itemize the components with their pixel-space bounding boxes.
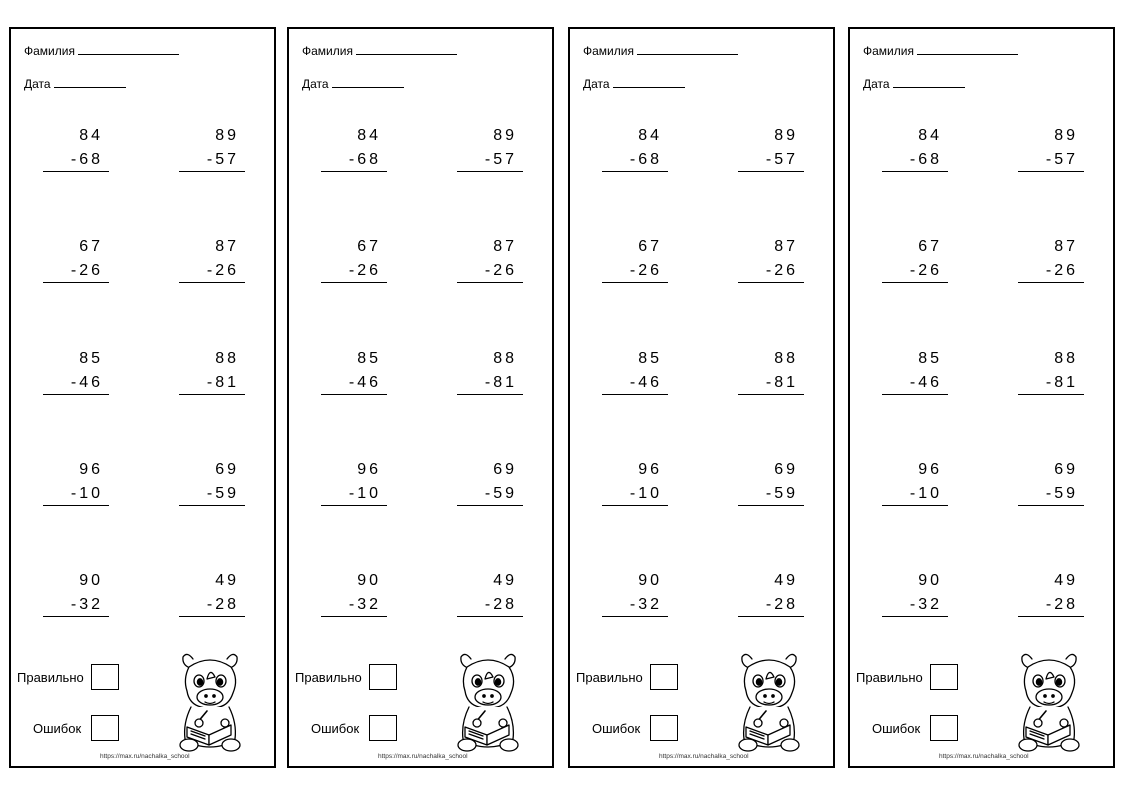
subtrahend: -68 bbox=[348, 151, 381, 168]
date-field bbox=[863, 76, 965, 91]
answer-line[interactable] bbox=[457, 282, 523, 283]
worksheet-card bbox=[287, 27, 554, 768]
correct-count-box[interactable] bbox=[369, 664, 397, 690]
minuend: 90 bbox=[638, 572, 662, 589]
subtrahend: -28 bbox=[206, 596, 239, 613]
minuend: 69 bbox=[493, 461, 517, 478]
errors-label: Ошибок bbox=[33, 721, 82, 736]
subtrahend: -10 bbox=[70, 485, 103, 502]
minuend: 88 bbox=[774, 350, 798, 367]
minuend: 87 bbox=[493, 238, 517, 255]
subtrahend: -26 bbox=[206, 262, 239, 279]
errors-label: Ошибок bbox=[872, 721, 921, 736]
answer-line[interactable] bbox=[457, 616, 523, 617]
answer-line[interactable] bbox=[179, 282, 245, 283]
subtrahend: -10 bbox=[909, 485, 942, 502]
date-label: Дата bbox=[24, 77, 51, 91]
minuend: 87 bbox=[1054, 238, 1078, 255]
subtrahend: -81 bbox=[765, 374, 798, 391]
answer-line[interactable] bbox=[43, 616, 109, 617]
answer-line[interactable] bbox=[738, 616, 804, 617]
answer-line[interactable] bbox=[738, 394, 804, 395]
subtrahend: -26 bbox=[348, 262, 381, 279]
minuend: 84 bbox=[638, 127, 662, 144]
minuend: 85 bbox=[357, 350, 381, 367]
footer-url: https://max.ru/nachalka_school bbox=[659, 753, 749, 760]
date-label: Дата bbox=[583, 77, 610, 91]
subtrahend: -28 bbox=[765, 596, 798, 613]
surname-field bbox=[24, 43, 179, 58]
minuend: 89 bbox=[774, 127, 798, 144]
minuend: 69 bbox=[774, 461, 798, 478]
correct-label: Правильно bbox=[17, 670, 84, 685]
subtrahend: -26 bbox=[1045, 262, 1078, 279]
minuend: 89 bbox=[493, 127, 517, 144]
answer-line[interactable] bbox=[457, 171, 523, 172]
subtrahend: -81 bbox=[1045, 374, 1078, 391]
subtrahend: -10 bbox=[348, 485, 381, 502]
minuend: 67 bbox=[79, 238, 103, 255]
surname-blank[interactable] bbox=[356, 43, 457, 55]
subtrahend: -81 bbox=[484, 374, 517, 391]
subtrahend: -68 bbox=[70, 151, 103, 168]
answer-line[interactable] bbox=[882, 394, 948, 395]
rhino-reading-book-icon bbox=[451, 649, 525, 753]
correct-label: Правильно bbox=[576, 670, 643, 685]
answer-line[interactable] bbox=[179, 505, 245, 506]
answer-line[interactable] bbox=[882, 505, 948, 506]
subtrahend: -59 bbox=[1045, 485, 1078, 502]
correct-label: Правильно bbox=[856, 670, 923, 685]
date-field bbox=[24, 76, 126, 91]
footer-url: https://max.ru/nachalka_school bbox=[939, 753, 1029, 760]
minuend: 90 bbox=[918, 572, 942, 589]
subtrahend: -57 bbox=[206, 151, 239, 168]
minuend: 96 bbox=[357, 461, 381, 478]
subtrahend: -32 bbox=[70, 596, 103, 613]
minuend: 67 bbox=[357, 238, 381, 255]
answer-line[interactable] bbox=[738, 505, 804, 506]
answer-line[interactable] bbox=[1018, 171, 1084, 172]
minuend: 88 bbox=[493, 350, 517, 367]
answer-line[interactable] bbox=[882, 282, 948, 283]
minuend: 89 bbox=[215, 127, 239, 144]
answer-line[interactable] bbox=[43, 505, 109, 506]
answer-line[interactable] bbox=[321, 171, 387, 172]
minuend: 85 bbox=[79, 350, 103, 367]
subtrahend: -57 bbox=[1045, 151, 1078, 168]
surname-blank[interactable] bbox=[78, 43, 179, 55]
subtrahend: -28 bbox=[1045, 596, 1078, 613]
correct-count-box[interactable] bbox=[930, 664, 958, 690]
surname-label: Фамилия bbox=[863, 44, 914, 58]
answer-line[interactable] bbox=[321, 394, 387, 395]
minuend: 84 bbox=[357, 127, 381, 144]
subtrahend: -10 bbox=[629, 485, 662, 502]
surname-blank[interactable] bbox=[637, 43, 738, 55]
minuend: 96 bbox=[79, 461, 103, 478]
rhino-reading-book-icon bbox=[1012, 649, 1086, 753]
minuend: 88 bbox=[1054, 350, 1078, 367]
answer-line[interactable] bbox=[457, 505, 523, 506]
answer-line[interactable] bbox=[1018, 505, 1084, 506]
subtrahend: -68 bbox=[629, 151, 662, 168]
minuend: 49 bbox=[774, 572, 798, 589]
minuend: 49 bbox=[493, 572, 517, 589]
subtrahend: -32 bbox=[629, 596, 662, 613]
surname-field bbox=[302, 43, 457, 58]
correct-count-box[interactable] bbox=[91, 664, 119, 690]
errors-count-box[interactable] bbox=[930, 715, 958, 741]
answer-line[interactable] bbox=[179, 394, 245, 395]
subtrahend: -46 bbox=[70, 374, 103, 391]
minuend: 84 bbox=[79, 127, 103, 144]
minuend: 87 bbox=[774, 238, 798, 255]
subtrahend: -26 bbox=[629, 262, 662, 279]
date-field bbox=[583, 76, 685, 91]
subtrahend: -26 bbox=[484, 262, 517, 279]
subtrahend: -26 bbox=[765, 262, 798, 279]
surname-label: Фамилия bbox=[302, 44, 353, 58]
answer-line[interactable] bbox=[602, 616, 668, 617]
date-blank[interactable] bbox=[893, 76, 965, 88]
surname-blank[interactable] bbox=[917, 43, 1018, 55]
answer-line[interactable] bbox=[602, 171, 668, 172]
surname-label: Фамилия bbox=[24, 44, 75, 58]
minuend: 88 bbox=[215, 350, 239, 367]
subtrahend: -46 bbox=[629, 374, 662, 391]
errors-count-box[interactable] bbox=[91, 715, 119, 741]
subtrahend: -59 bbox=[484, 485, 517, 502]
answer-line[interactable] bbox=[179, 171, 245, 172]
minuend: 89 bbox=[1054, 127, 1078, 144]
subtrahend: -32 bbox=[909, 596, 942, 613]
errors-count-box[interactable] bbox=[369, 715, 397, 741]
minuend: 69 bbox=[1054, 461, 1078, 478]
minuend: 67 bbox=[638, 238, 662, 255]
errors-label: Ошибок bbox=[592, 721, 641, 736]
minuend: 84 bbox=[918, 127, 942, 144]
footer-url: https://max.ru/nachalka_school bbox=[378, 753, 468, 760]
minuend: 49 bbox=[215, 572, 239, 589]
date-blank[interactable] bbox=[54, 76, 126, 88]
errors-label: Ошибок bbox=[311, 721, 360, 736]
answer-line[interactable] bbox=[43, 171, 109, 172]
subtrahend: -59 bbox=[206, 485, 239, 502]
subtrahend: -57 bbox=[765, 151, 798, 168]
answer-line[interactable] bbox=[738, 171, 804, 172]
answer-line[interactable] bbox=[882, 171, 948, 172]
answer-line[interactable] bbox=[602, 394, 668, 395]
minuend: 90 bbox=[357, 572, 381, 589]
minuend: 85 bbox=[638, 350, 662, 367]
answer-line[interactable] bbox=[602, 505, 668, 506]
minuend: 85 bbox=[918, 350, 942, 367]
answer-line[interactable] bbox=[321, 282, 387, 283]
footer-url: https://max.ru/nachalka_school bbox=[100, 753, 190, 760]
answer-line[interactable] bbox=[43, 282, 109, 283]
date-field bbox=[302, 76, 404, 91]
answer-line[interactable] bbox=[179, 616, 245, 617]
answer-line[interactable] bbox=[1018, 394, 1084, 395]
date-blank[interactable] bbox=[332, 76, 404, 88]
worksheet-card bbox=[568, 27, 835, 768]
subtrahend: -28 bbox=[484, 596, 517, 613]
minuend: 90 bbox=[79, 572, 103, 589]
surname-field bbox=[583, 43, 738, 58]
subtrahend: -59 bbox=[765, 485, 798, 502]
errors-count-box[interactable] bbox=[650, 715, 678, 741]
subtrahend: -68 bbox=[909, 151, 942, 168]
minuend: 69 bbox=[215, 461, 239, 478]
correct-count-box[interactable] bbox=[650, 664, 678, 690]
surname-label: Фамилия bbox=[583, 44, 634, 58]
date-blank[interactable] bbox=[613, 76, 685, 88]
worksheet-card bbox=[848, 27, 1115, 768]
date-label: Дата bbox=[302, 77, 329, 91]
minuend: 67 bbox=[918, 238, 942, 255]
subtrahend: -57 bbox=[484, 151, 517, 168]
surname-field bbox=[863, 43, 1018, 58]
minuend: 87 bbox=[215, 238, 239, 255]
subtrahend: -46 bbox=[348, 374, 381, 391]
subtrahend: -81 bbox=[206, 374, 239, 391]
answer-line[interactable] bbox=[1018, 616, 1084, 617]
answer-line[interactable] bbox=[1018, 282, 1084, 283]
answer-line[interactable] bbox=[738, 282, 804, 283]
answer-line[interactable] bbox=[43, 394, 109, 395]
rhino-reading-book-icon bbox=[732, 649, 806, 753]
answer-line[interactable] bbox=[602, 282, 668, 283]
rhino-reading-book-icon bbox=[173, 649, 247, 753]
minuend: 96 bbox=[638, 461, 662, 478]
answer-line[interactable] bbox=[882, 616, 948, 617]
date-label: Дата bbox=[863, 77, 890, 91]
subtrahend: -32 bbox=[348, 596, 381, 613]
subtrahend: -26 bbox=[70, 262, 103, 279]
worksheet-card bbox=[9, 27, 276, 768]
answer-line[interactable] bbox=[457, 394, 523, 395]
subtrahend: -26 bbox=[909, 262, 942, 279]
minuend: 49 bbox=[1054, 572, 1078, 589]
subtrahend: -46 bbox=[909, 374, 942, 391]
answer-line[interactable] bbox=[321, 616, 387, 617]
answer-line[interactable] bbox=[321, 505, 387, 506]
minuend: 96 bbox=[918, 461, 942, 478]
correct-label: Правильно bbox=[295, 670, 362, 685]
